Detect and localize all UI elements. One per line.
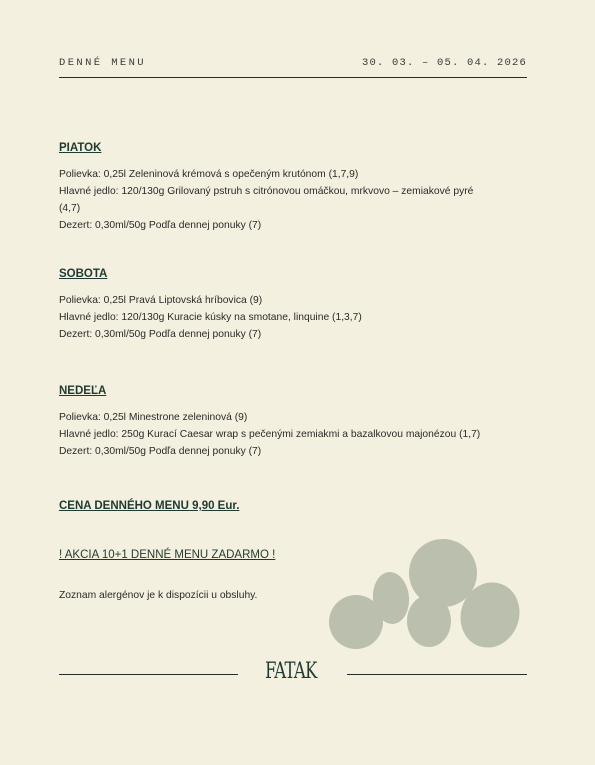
footer-divider-left <box>59 674 238 675</box>
main-dish-line: Hlavné jedlo: 250g Kurací Caesar wrap s pečenými zemiakmi a bazalkovou majonézou (1,7) <box>59 429 481 440</box>
footer-divider-right <box>347 674 527 675</box>
day-heading: NEDEĽA <box>59 385 107 397</box>
day-saturday <box>59 268 539 343</box>
soup-line: Polievka: 0,25l Minestrone zeleninová (9) <box>59 412 248 423</box>
dessert-line: Dezert: 0,30ml/50g Podľa dennej ponuky (7) <box>59 220 262 231</box>
day-heading: PIATOK <box>59 142 102 154</box>
day-sunday <box>59 385 539 460</box>
promo-link[interactable]: ! AKCIA 10+1 DENNÉ MENU ZADARMO ! <box>59 549 276 561</box>
day-friday <box>59 142 539 234</box>
brand-logo: FATAK <box>265 659 317 684</box>
menu-header <box>59 57 527 78</box>
main-dish-line: Hlavné jedlo: 120/130g Kuracie kúsky na smotane, linquine (1,3,7) <box>59 312 362 323</box>
main-dish-line: Hlavné jedlo: 120/130g Grilovaný pstruh s citrónovou omáčkou, mrkvovo – zemiakové pyré <box>59 186 474 197</box>
soup-line: Polievka: 0,25l Zeleninová krémová s opečeným krutónom (1,7,9) <box>59 169 359 180</box>
dessert-line: Dezert: 0,30ml/50g Podľa dennej ponuky (7) <box>59 329 262 340</box>
stone-shape <box>407 595 451 647</box>
menu-price: CENA DENNÉHO MENU 9,90 Eur. <box>59 500 240 512</box>
allergens-note: Zoznam alergénov je k dispozícii u obsluhy. <box>59 590 258 601</box>
decorative-stones-illustration <box>320 525 530 655</box>
dessert-line: Dezert: 0,30ml/50g Podľa dennej ponuky (7) <box>59 446 262 457</box>
soup-line: Polievka: 0,25l Pravá Liptovská hríbovica (9) <box>59 295 263 306</box>
menu-title: DENNÉ MENU <box>59 57 147 69</box>
main-dish-line-continued: (4,7) <box>59 203 81 214</box>
day-heading: SOBOTA <box>59 268 108 280</box>
date-range: 30. 03. – 05. 04. 2026 <box>361 57 527 69</box>
